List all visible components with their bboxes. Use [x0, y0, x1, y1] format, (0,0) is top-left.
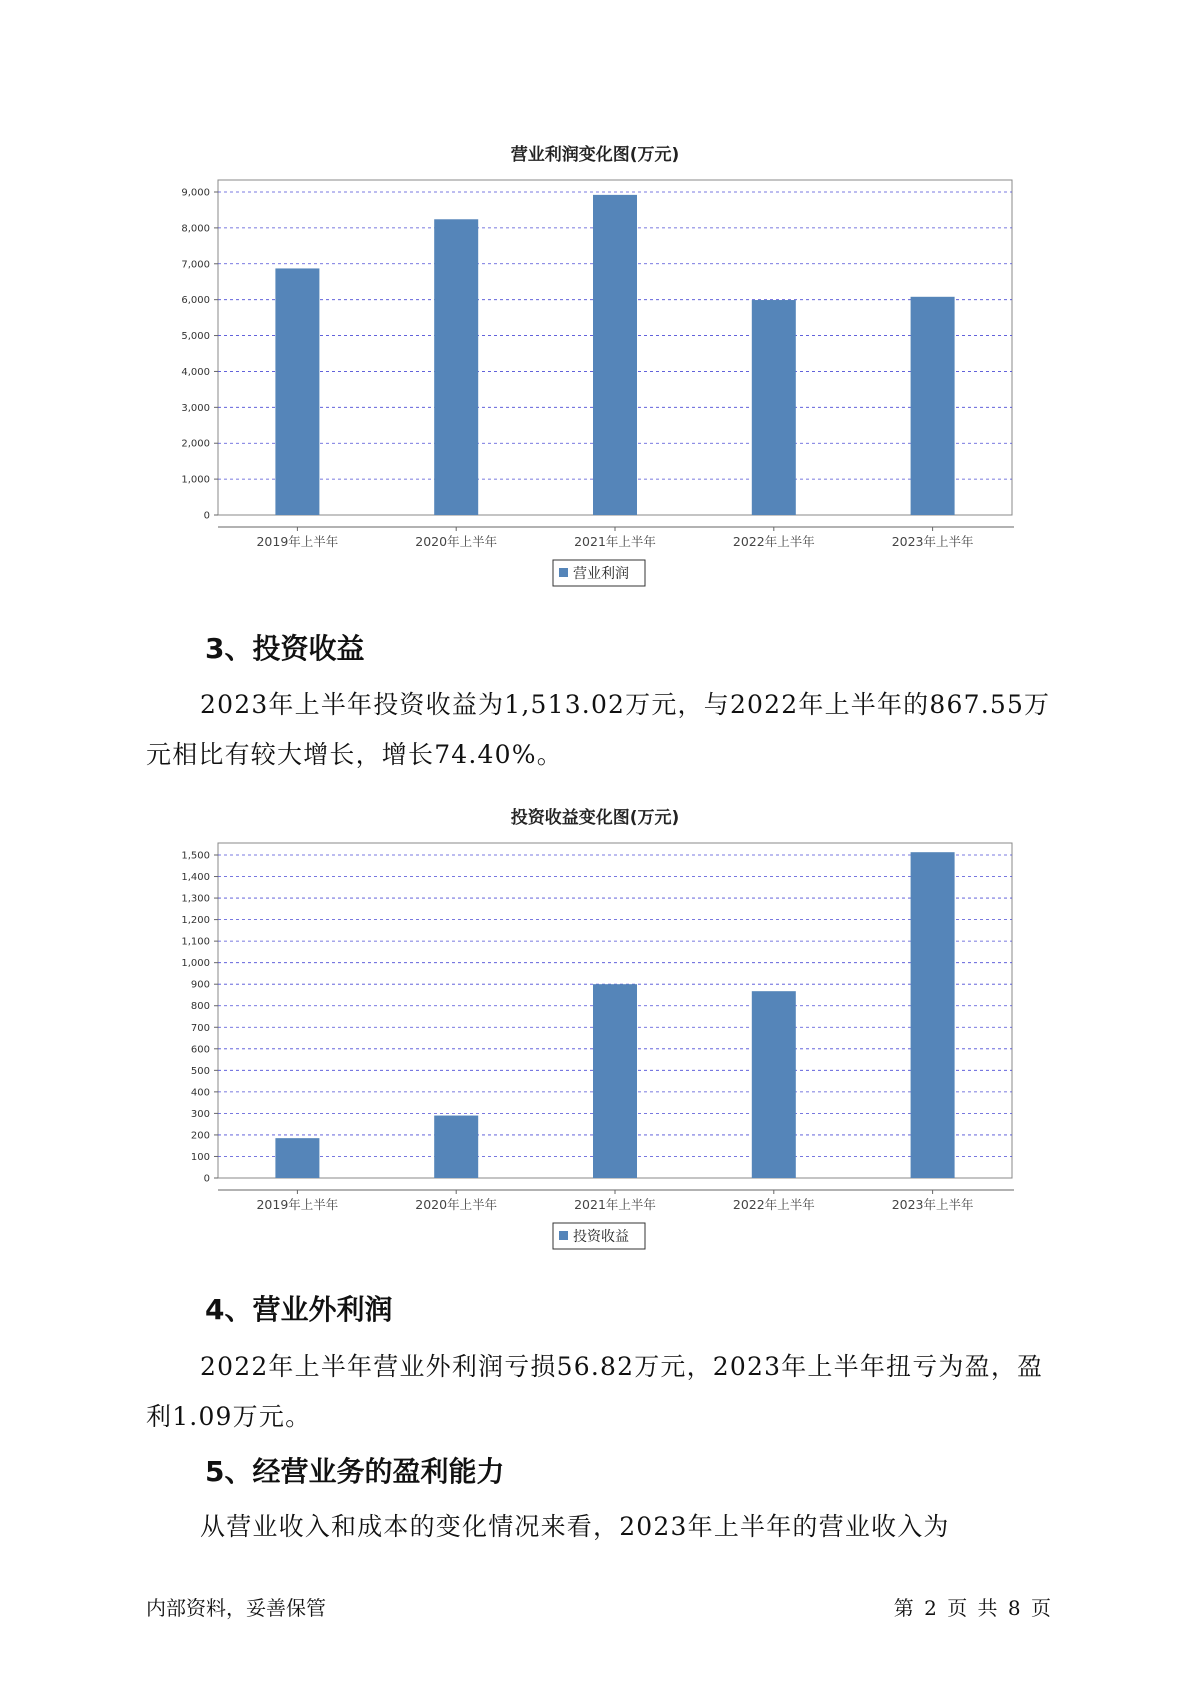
invest-y-tick-label: 400	[190, 1087, 210, 1099]
profit-title: 营业利润变化图(万元)	[510, 145, 680, 165]
invest-y-tick-label: 1,500	[181, 850, 210, 862]
profit-x-tick-label: 2019年上半年	[256, 534, 339, 549]
invest-legend-label: 投资收益	[573, 1229, 629, 1245]
profit-x-tick-label: 2020年上半年	[415, 534, 498, 549]
invest-x-tick-label: 2021年上半年	[574, 1197, 656, 1212]
section-5-heading: 5、经营业务的盈利能力	[205, 1455, 505, 1488]
invest-y-tick-label: 200	[190, 1130, 210, 1142]
section-3-paragraph	[146, 680, 1058, 780]
invest-bar	[275, 1138, 319, 1178]
section-4-line-2: 利1.09万元。	[146, 1402, 312, 1431]
profit-y-tick-label: 0	[203, 510, 210, 522]
section-4-paragraph	[146, 1342, 1058, 1442]
invest-legend-swatch	[559, 1231, 568, 1240]
footer-confidential-note: 内部资料，妥善保管	[146, 1596, 326, 1620]
invest-y-tick-label: 900	[190, 979, 210, 991]
invest-bar	[593, 984, 637, 1178]
invest-bar	[752, 991, 796, 1178]
section-3-heading: 3、投资收益	[205, 632, 365, 665]
profit-x-tick-label: 2023年上半年	[891, 534, 974, 549]
profit-y-tick-label: 2,000	[181, 438, 210, 450]
profit-legend-swatch	[559, 568, 568, 577]
profit-y-tick-label: 3,000	[181, 402, 210, 414]
profit-y-tick-label: 7,000	[181, 259, 210, 271]
invest-y-tick-label: 300	[190, 1108, 210, 1120]
invest-title: 投资收益变化图(万元)	[510, 808, 680, 828]
invest-legend	[553, 1223, 645, 1249]
profit-x-tick-label: 2021年上半年	[574, 534, 656, 549]
invest-y-tick-label: 1,200	[181, 915, 210, 927]
section-3-line-2: 元相比有较大增长，增长74.40%。	[146, 740, 563, 769]
invest-y-tick-label: 600	[190, 1044, 210, 1056]
profit-x-tick-label: 2022年上半年	[732, 534, 815, 549]
invest-y-tick-label: 1,400	[181, 872, 210, 884]
section-3-line-1: 2023年上半年投资收益为1,513.02万元，与2022年上半年的867.55万	[200, 690, 1051, 719]
invest-y-tick-label: 1,300	[181, 893, 210, 905]
section-5-paragraph	[146, 1502, 1058, 1552]
invest-y-tick-label: 700	[190, 1022, 210, 1034]
profit-bar	[434, 219, 478, 515]
operating-profit-chart	[0, 130, 1191, 600]
profit-bar	[911, 297, 955, 515]
profit-y-tick-label: 9,000	[181, 187, 210, 199]
footer-page-number: 第 2 页 共 8 页	[893, 1596, 1051, 1620]
profit-legend	[553, 560, 645, 586]
invest-y-tick-label: 0	[203, 1173, 210, 1185]
investment-income-chart	[0, 793, 1191, 1263]
profit-y-tick-label: 8,000	[181, 223, 210, 235]
invest-x-tick-label: 2019年上半年	[256, 1197, 339, 1212]
section-4-heading: 4、营业外利润	[205, 1293, 393, 1326]
profit-y-tick-label: 5,000	[181, 331, 210, 343]
profit-y-tick-label: 1,000	[181, 474, 210, 486]
invest-x-tick-label: 2022年上半年	[732, 1197, 815, 1212]
invest-x-tick-label: 2020年上半年	[415, 1197, 498, 1212]
profit-y-tick-label: 4,000	[181, 366, 210, 378]
profit-bar	[275, 268, 319, 515]
operating-profit-chart-svg	[0, 130, 1191, 600]
section-5-line-1: 从营业收入和成本的变化情况来看，2023年上半年的营业收入为	[200, 1512, 950, 1541]
profit-legend-label: 营业利润	[573, 566, 629, 582]
profit-bar	[752, 300, 796, 515]
invest-x-tick-label: 2023年上半年	[891, 1197, 974, 1212]
invest-y-tick-label: 1,000	[181, 958, 210, 970]
profit-bar	[593, 195, 637, 515]
profit-y-tick-label: 6,000	[181, 295, 210, 307]
invest-y-tick-label: 100	[190, 1151, 210, 1163]
section-4-line-1: 2022年上半年营业外利润亏损56.82万元，2023年上半年扭亏为盈，盈	[200, 1352, 1044, 1381]
invest-y-tick-label: 500	[190, 1065, 210, 1077]
invest-y-tick-label: 800	[190, 1001, 210, 1013]
invest-bar	[911, 852, 955, 1178]
invest-y-tick-label: 1,100	[181, 936, 210, 948]
invest-bar	[434, 1116, 478, 1178]
investment-income-chart-svg	[0, 793, 1191, 1263]
